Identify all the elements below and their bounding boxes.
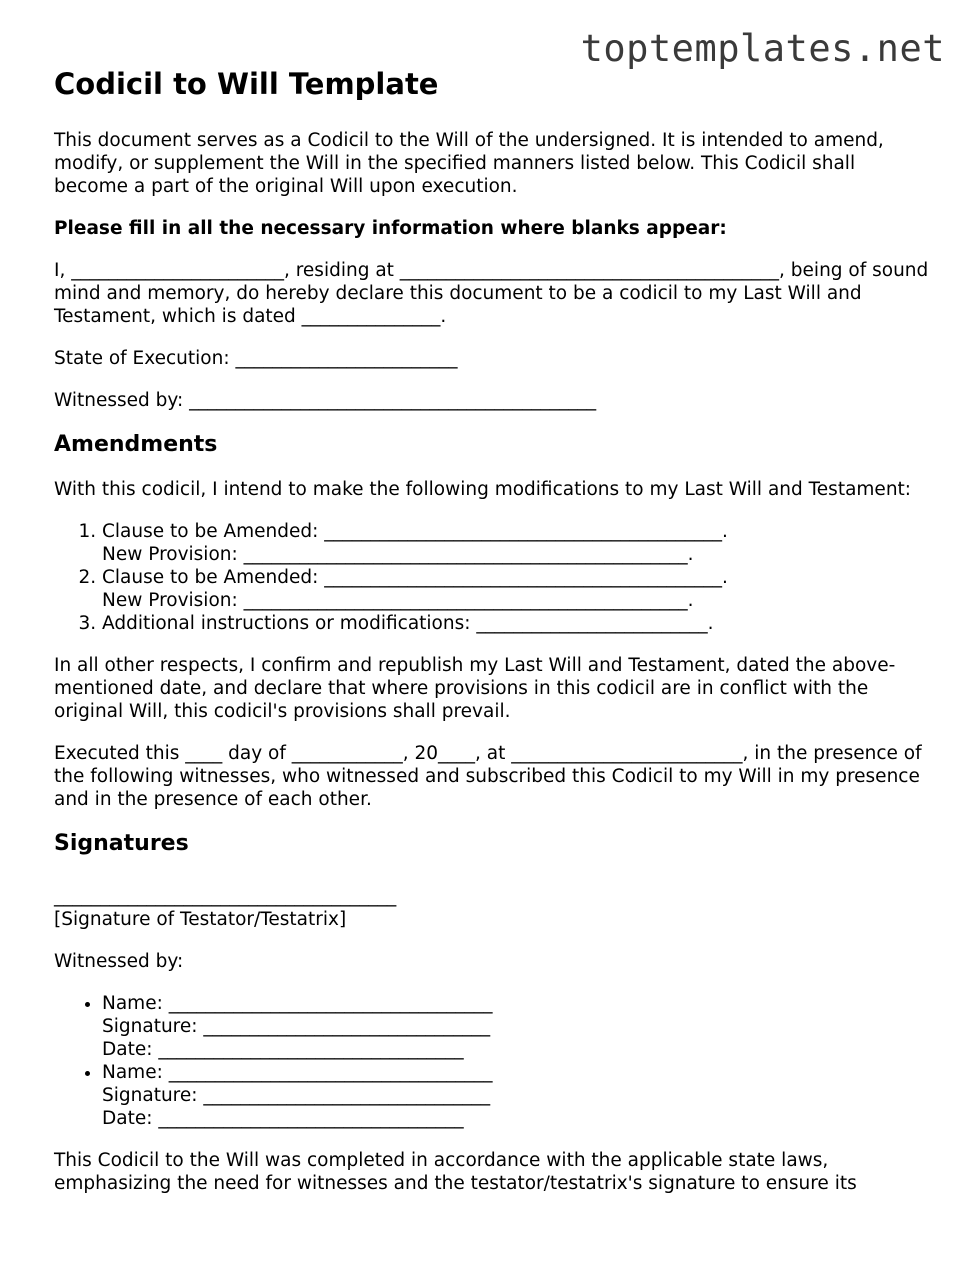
witnessed-by-label: Witnessed by: bbox=[54, 951, 184, 972]
testator-signature-label: [Signature of Testator/Testatrix] bbox=[54, 909, 347, 930]
witness-signature-field: Signature: _______________________________ bbox=[102, 1085, 491, 1106]
list-item bbox=[102, 612, 934, 635]
declaration-paragraph: I, _______________________, residing at _________________________________________, being of sound mind and memory, do hereby declare this document to be a codicil to my Last Will and Testament, which is dated _______________. bbox=[54, 260, 929, 327]
list-item bbox=[102, 566, 934, 612]
witness-list bbox=[54, 992, 934, 1130]
amendments-heading: Amendments bbox=[54, 432, 218, 457]
amendments-intro: With this codicil, I intend to make the following modifications to my Last Will and Testament: bbox=[54, 479, 912, 500]
list-item bbox=[102, 1061, 934, 1130]
new-provision-field: New Provision: ________________________________________________. bbox=[102, 590, 694, 611]
closing-paragraph: This Codicil to the Will was completed in accordance with the applicable state laws, emphasizing the need for witnesses and the testator/testatrix's signature to ensure its bbox=[54, 1150, 857, 1194]
new-provision-field: New Provision: ________________________________________________. bbox=[102, 544, 694, 565]
witness-signature-field: Signature: _______________________________ bbox=[102, 1016, 491, 1037]
witnessed-by-field: Witnessed by: ____________________________________________ bbox=[54, 390, 597, 411]
testator-signature-line: _____________________________________ bbox=[54, 886, 397, 907]
witness-name-field: • Name: ___________________________________ bbox=[102, 1062, 493, 1083]
document-page bbox=[54, 66, 934, 1214]
witness-date-field: Date: _________________________________ bbox=[102, 1108, 464, 1129]
confirmation-paragraph: In all other respects, I confirm and republish my Last Will and Testament, dated the above-mentioned date, and declare that where provisions in this codicil are in conflict with the original Will, this codicil's provisions shall prevail. bbox=[54, 655, 896, 722]
list-item bbox=[102, 520, 934, 566]
instruction-text: Please fill in all the necessary information where blanks appear: bbox=[54, 218, 727, 239]
list-item bbox=[102, 992, 934, 1061]
page-title: Codicil to Will Template bbox=[54, 67, 439, 101]
state-of-execution-field: State of Execution: ________________________ bbox=[54, 348, 458, 369]
additional-instructions-field: 3. Additional instructions or modifications: _________________________. bbox=[102, 613, 714, 634]
amendments-list bbox=[54, 520, 934, 635]
intro-paragraph: This document serves as a Codicil to the Will of the undersigned. It is intended to amend, modify, or supplement the Will in the specified manners listed below. This Codicil shall become a part of the original Will upon execution. bbox=[54, 130, 884, 197]
witness-date-field: Date: _________________________________ bbox=[102, 1039, 464, 1060]
testator-signature-block bbox=[54, 885, 934, 931]
clause-to-amend-field: 2. Clause to be Amended: ___________________________________________. bbox=[102, 567, 728, 588]
execution-paragraph: Executed this ____ day of ____________, 20____, at _________________________, in the presence of the following witnesses, who witnessed and subscribed this Codicil to my Will in my presence and in the presence of each other. bbox=[54, 743, 922, 810]
signatures-heading: Signatures bbox=[54, 831, 189, 856]
watermark-logo: toptemplates.net bbox=[580, 27, 945, 70]
clause-to-amend-field: 1. Clause to be Amended: ___________________________________________. bbox=[102, 521, 728, 542]
witness-name-field: • Name: ___________________________________ bbox=[102, 993, 493, 1014]
